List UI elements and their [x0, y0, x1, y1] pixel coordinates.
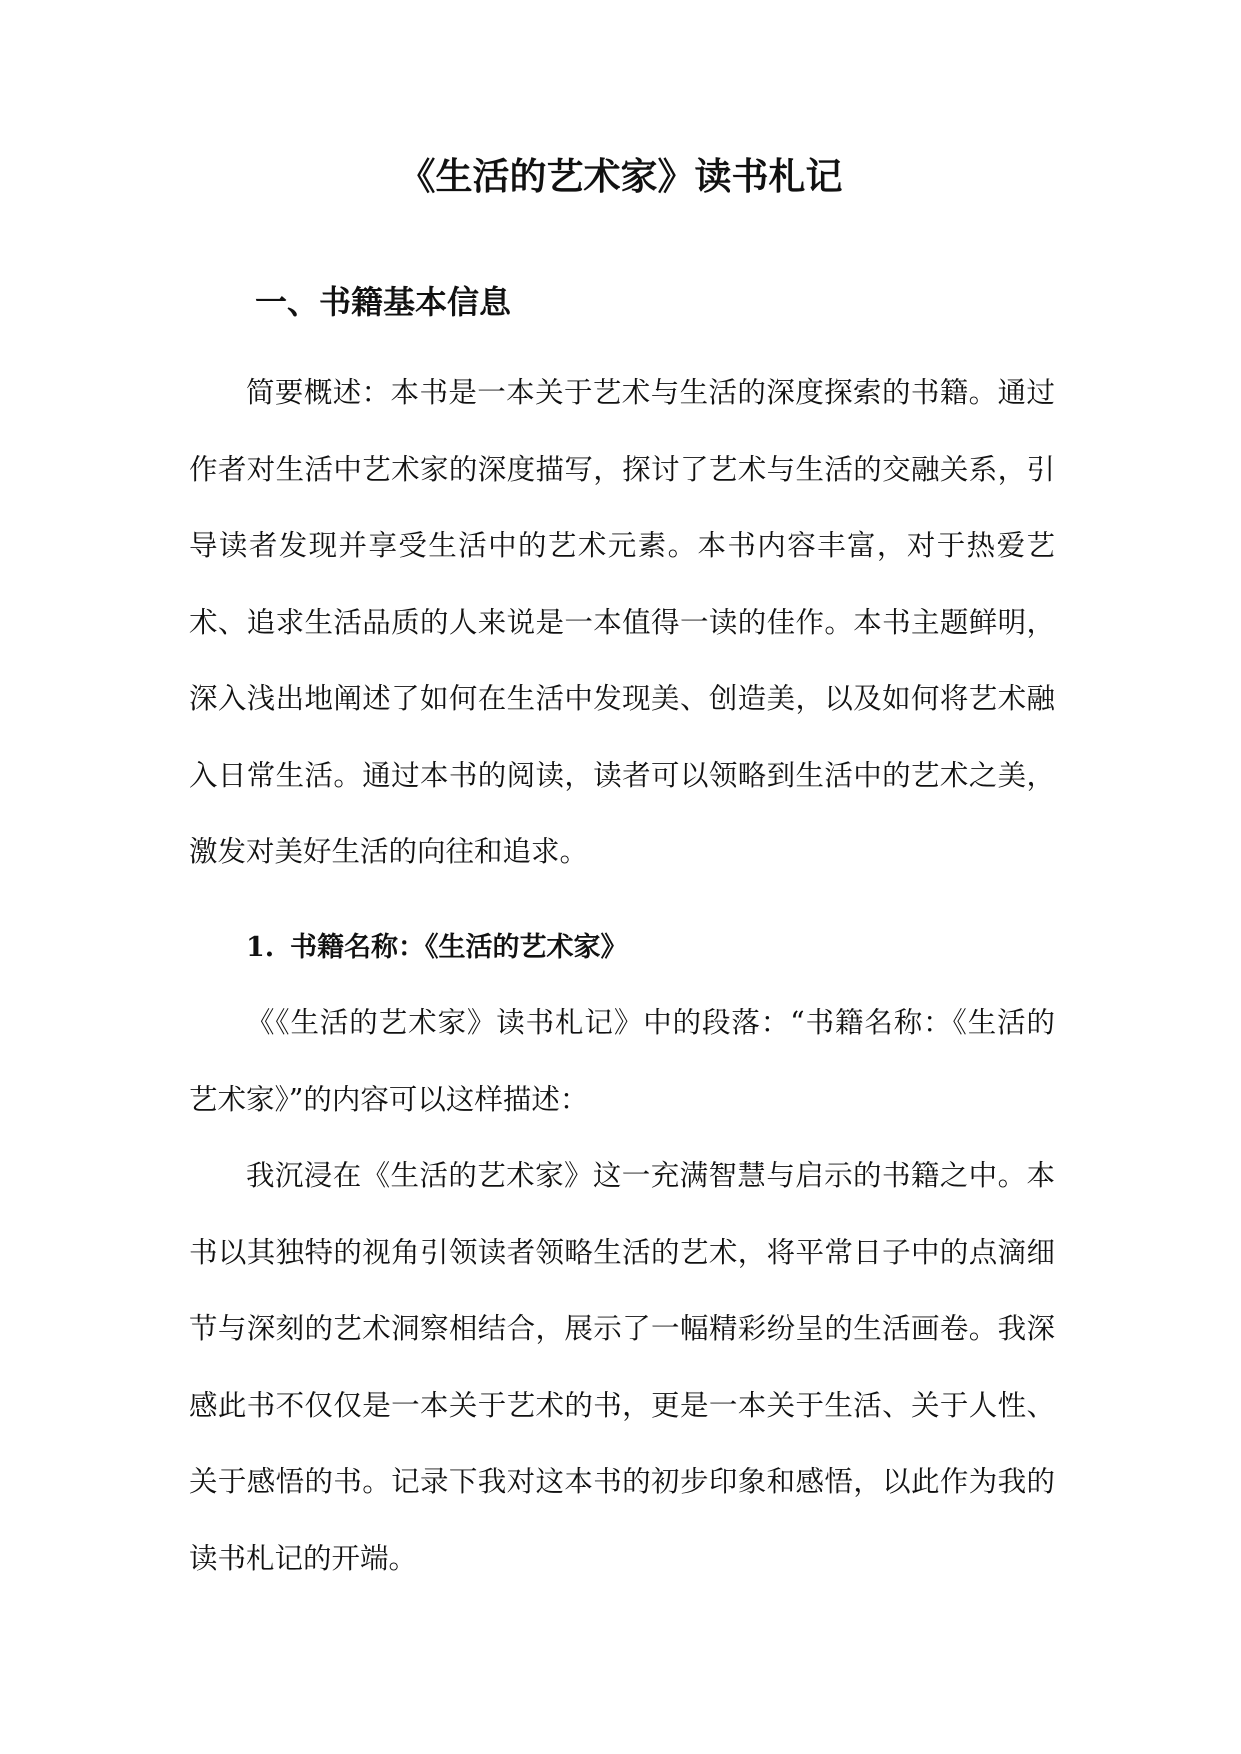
subsection-heading-text: 书籍名称：《生活的艺术家》: [290, 932, 628, 963]
subsection-heading-book-name: [246, 928, 628, 968]
document-title: 《生活的艺术家》读书札记: [398, 154, 843, 198]
first-impression-paragraph: 我沉浸在《生活的艺术家》这一充满智慧与启示的书籍之中。本书以其独特的视角引领读者领略生活的艺术，将平常日子中的点滴细节与深刻的艺术洞察相结合，展示了一幅精彩纷呈的生活画卷。我深感此书不仅仅是一本关于艺术的书，更是一本关于生活、关于人性、关于感悟的书。记录下我对这本书的初步印象和感悟，以此作为我的读书札记的开端。: [189, 1159, 1055, 1575]
book-name-description-paragraph: 《《生活的艺术家》读书札记》中的段落：“书籍名称：《生活的艺术家》”的内容可以这样描述：: [189, 1006, 1055, 1116]
section-heading-book-info: 一、书籍基本信息: [255, 283, 512, 321]
subsection-number: 1.: [246, 932, 275, 963]
summary-paragraph: 简要概述：本书是一本关于艺术与生活的深度探索的书籍。通过作者对生活中艺术家的深度描写，探讨了艺术与生活的交融关系，引导读者发现并享受生活中的艺术元素。本书内容丰富，对于热爱艺术、追求生活品质的人来说是一本值得一读的佳作。本书主题鲜明，深入浅出地阐述了如何在生活中发现美、创造美，以及如何将艺术融入日常生活。通过本书的阅读，读者可以领略到生活中的艺术之美，激发对美好生活的向往和追求。: [189, 376, 1055, 868]
